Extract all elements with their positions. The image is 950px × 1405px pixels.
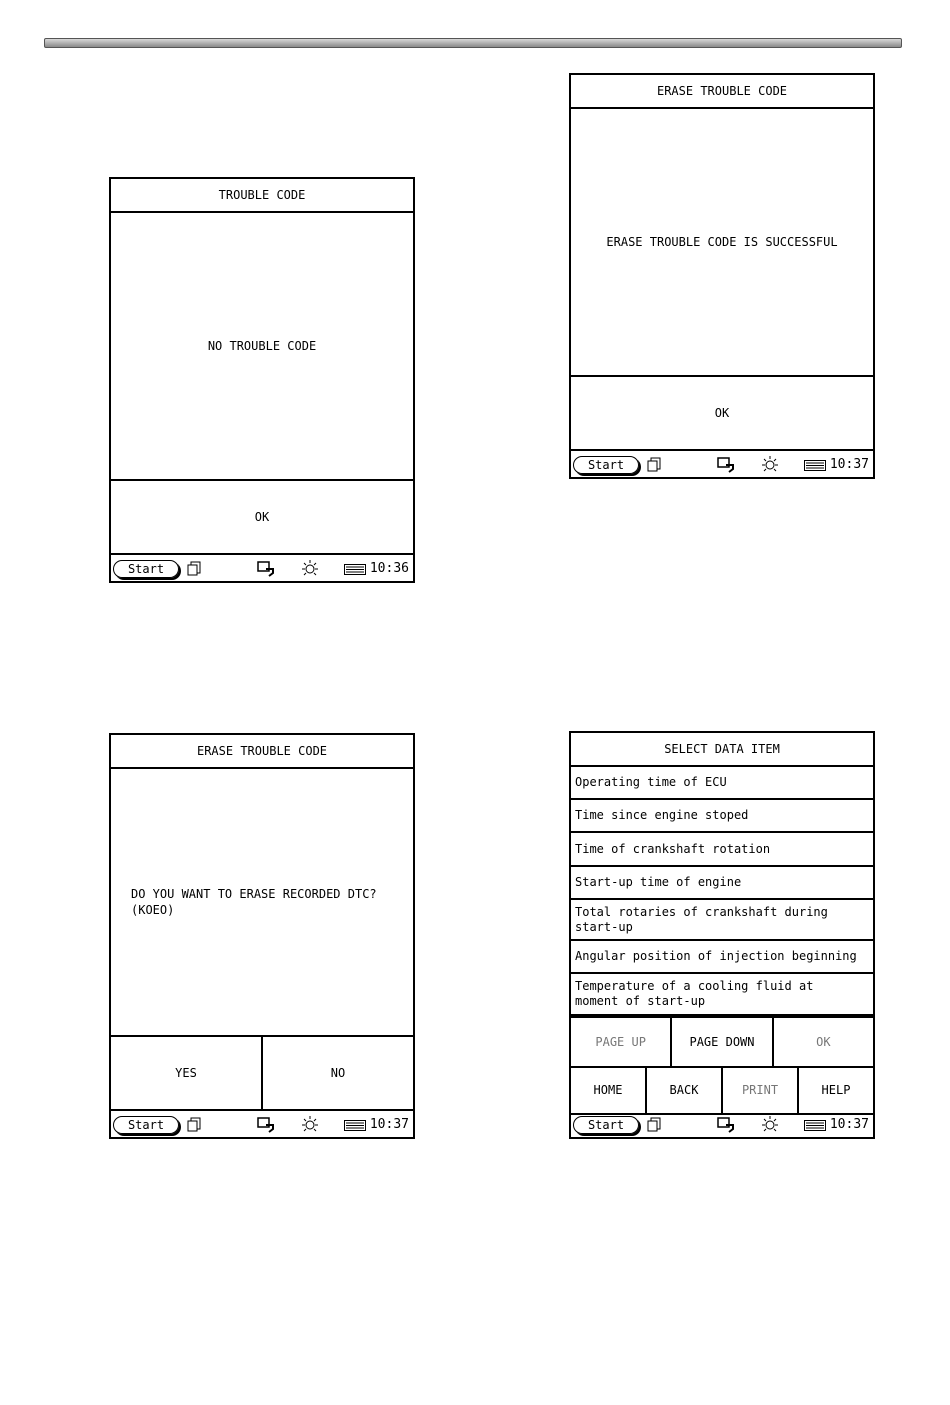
header-bar — [44, 38, 902, 48]
screen-title: ERASE TROUBLE CODE — [571, 75, 873, 109]
page-up-button[interactable]: PAGE UP — [595, 1035, 646, 1049]
start-button[interactable]: Start — [113, 560, 179, 578]
clock: 10:37 — [369, 1117, 409, 1132]
message-area — [111, 769, 413, 1037]
windows-icon[interactable] — [647, 457, 661, 472]
clock: 10:37 — [829, 1117, 869, 1132]
erase-success-screen — [569, 73, 875, 479]
print-button[interactable]: PRINT — [721, 1066, 797, 1113]
brightness-icon[interactable] — [761, 1115, 779, 1133]
keyboard-icon[interactable] — [344, 564, 366, 575]
list-item[interactable]: Temperature of a cooling fluid at moment of start-up — [571, 974, 873, 1016]
list-item[interactable]: Angular position of injection beginning — [571, 941, 873, 974]
nav-button-row — [571, 1016, 873, 1068]
connection-icon[interactable] — [257, 561, 275, 577]
clock: 10:37 — [829, 457, 869, 472]
message-text: NO TROUBLE CODE — [207, 339, 317, 353]
connection-icon[interactable] — [717, 457, 735, 473]
button-row — [571, 377, 873, 451]
list-item[interactable]: Time since engine stoped — [571, 800, 873, 833]
windows-icon[interactable] — [187, 1117, 201, 1132]
taskbar — [111, 1113, 413, 1137]
message-area — [571, 109, 873, 377]
screen-title: SELECT DATA ITEM — [571, 733, 873, 767]
brightness-icon[interactable] — [301, 1115, 319, 1133]
list-item[interactable]: Start-up time of engine — [571, 867, 873, 900]
home-button[interactable]: HOME — [593, 1082, 623, 1097]
screen-title: ERASE TROUBLE CODE — [111, 735, 413, 769]
list-item[interactable]: Operating time of ECU — [571, 767, 873, 800]
message-text: ERASE TROUBLE CODE IS SUCCESSFUL — [606, 235, 838, 249]
clock: 10:36 — [369, 561, 409, 576]
ok-button[interactable]: OK — [714, 406, 730, 420]
no-button[interactable]: NO — [261, 1037, 413, 1109]
windows-icon[interactable] — [187, 561, 201, 576]
message-line: (KOEO) — [131, 903, 175, 917]
message-area — [111, 213, 413, 481]
brightness-icon[interactable] — [301, 559, 319, 577]
message-text — [131, 886, 377, 918]
message-line: DO YOU WANT TO ERASE RECORDED DTC? — [131, 887, 377, 901]
back-button[interactable]: BACK — [645, 1066, 721, 1113]
taskbar — [571, 1113, 873, 1137]
select-data-item-screen — [569, 731, 875, 1139]
list-item[interactable]: Total rotaries of crankshaft during start-up — [571, 900, 873, 941]
ok-button[interactable]: OK — [772, 1018, 873, 1066]
keyboard-icon[interactable] — [344, 1120, 366, 1131]
windows-icon[interactable] — [647, 1117, 661, 1132]
start-button[interactable]: Start — [113, 1116, 179, 1134]
list-item[interactable]: Time of crankshaft rotation — [571, 833, 873, 867]
button-row — [111, 481, 413, 555]
taskbar — [111, 557, 413, 581]
keyboard-icon[interactable] — [804, 1120, 826, 1131]
trouble-code-screen — [109, 177, 415, 583]
screen-title: TROUBLE CODE — [111, 179, 413, 213]
start-button[interactable]: Start — [573, 1116, 639, 1134]
erase-confirm-screen — [109, 733, 415, 1139]
connection-icon[interactable] — [717, 1117, 735, 1133]
start-button[interactable]: Start — [573, 456, 639, 474]
help-button[interactable]: HELP — [797, 1066, 873, 1113]
brightness-icon[interactable] — [761, 455, 779, 473]
taskbar — [571, 453, 873, 477]
page-down-button[interactable]: PAGE DOWN — [670, 1018, 771, 1066]
yes-button[interactable]: YES — [175, 1066, 197, 1080]
keyboard-icon[interactable] — [804, 460, 826, 471]
action-button-row — [571, 1066, 873, 1115]
button-row — [111, 1037, 413, 1111]
ok-button[interactable]: OK — [254, 510, 270, 524]
connection-icon[interactable] — [257, 1117, 275, 1133]
